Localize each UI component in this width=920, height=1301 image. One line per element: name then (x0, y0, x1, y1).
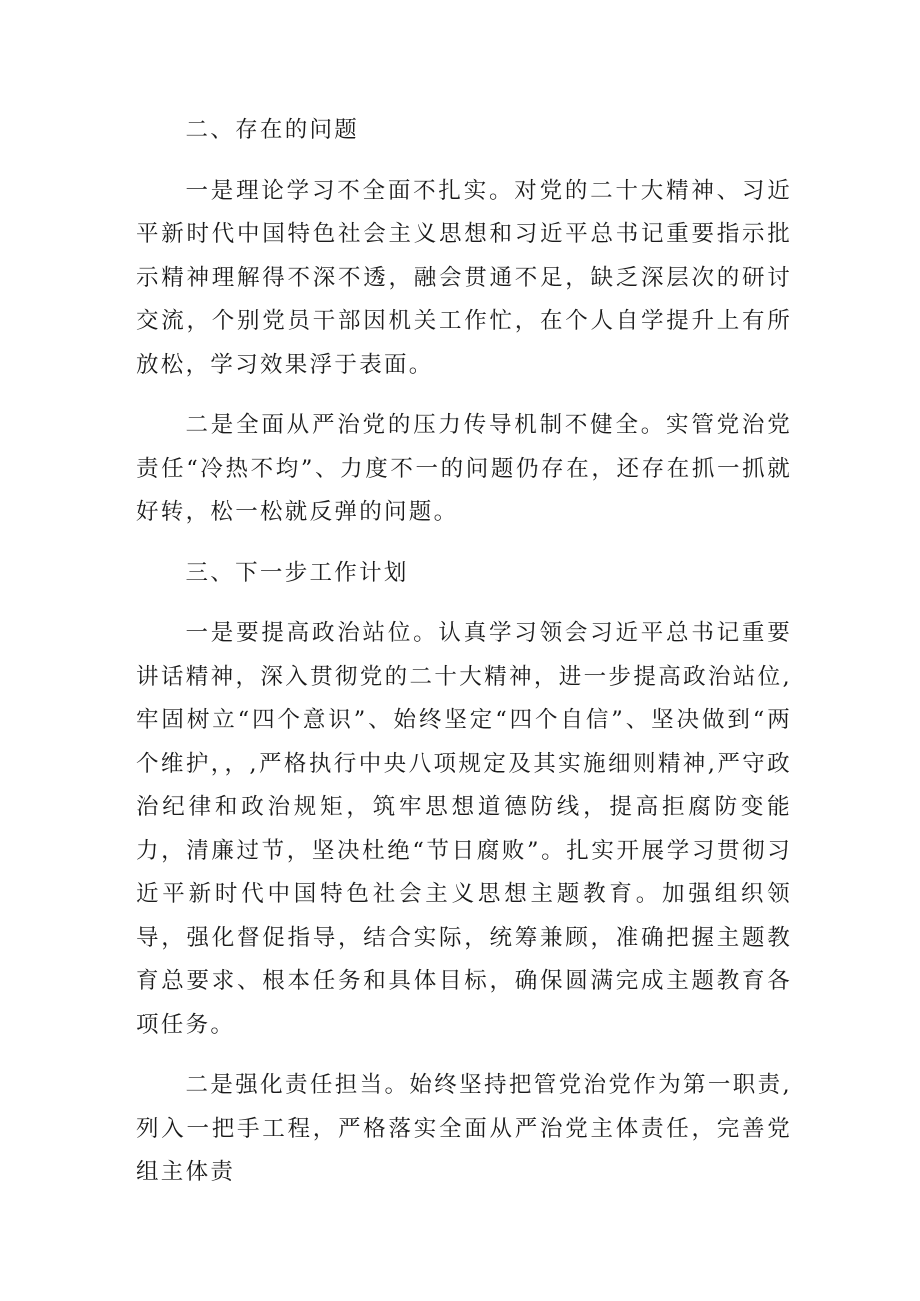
section-heading-next-plan: 三、下一步工作计划 (185, 559, 409, 586)
paragraph-pressure-mechanism: 二是全面从严治党的压力传导机制不健全。实管党治党责任“冷热不均”、力度不一的问题仍存在，还存在抓一抓就好转，松一松就反弹的问题。 (136, 412, 792, 525)
section-heading-problems: 二、存在的问题 (185, 117, 360, 143)
paragraph-theory-study: 一是理论学习不全面不扎实。对党的二十大精神、习近平新时代中国特色社会主义思想和习近平总书记重要指示批示精神理解得不深不透，融会贯通不足，缺乏深层次的研讨交流，个别党员干部因机关工作忙，在个人自学提升上有所放松，学习效果浮于表面。 (136, 177, 792, 378)
document-body (136, 109, 792, 1212)
paragraph-responsibility: 二是强化责任担当。始终坚持把管党治党作为第一职责,列入一把手工程，严格落实全面从严治党主体责任，完善党组主体责 (136, 1072, 792, 1185)
paragraph-political-stance: 一是要提高政治站位。认真学习领会习近平总书记重要讲话精神，深入贯彻党的二十大精神，进一步提高政治站位,牢固树立“四个意识”、始终坚定“四个自信”、坚决做到“两个维护，，,严格执行中央八项规定及其实施细则精神,严守政治纪律和政治规矩，筑牢思想道德防线，提高拒腐防变能力，清廉过节，坚决杜绝“节日腐败”。扎实开展学习贯彻习近平新时代中国特色社会主义思想主题教育。加强组织领导，强化督促指导，结合实际，统筹兼顾，准确把握主题教育总要求、根本任务和具体目标，确保圆满完成主题教育各项任务。 (136, 620, 792, 1038)
